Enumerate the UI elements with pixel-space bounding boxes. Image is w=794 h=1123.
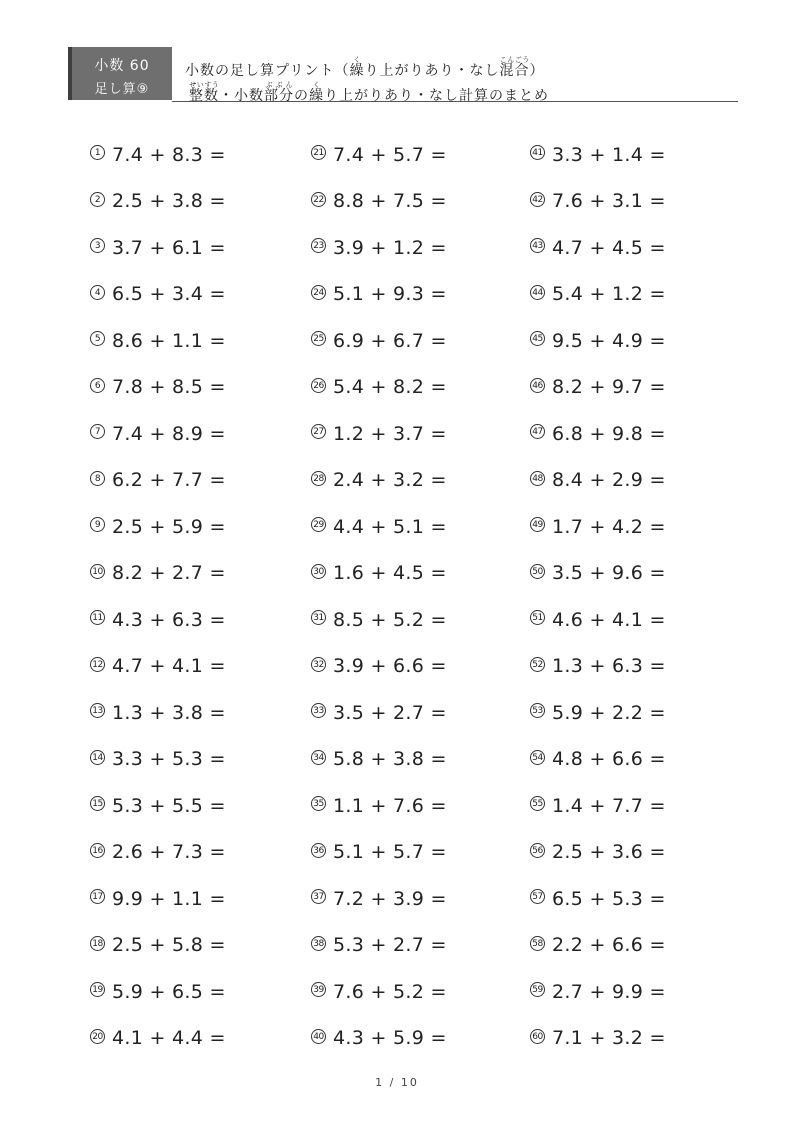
badge-series: 小数 60 — [94, 58, 150, 74]
problem-expression: 7.8 + 8.5 = — [112, 376, 226, 398]
problem-number: 47 — [530, 424, 545, 439]
problem-item — [311, 139, 447, 169]
problem-number: 5 — [90, 331, 105, 346]
problem-number: 44 — [530, 285, 545, 300]
problem-number: 22 — [311, 192, 326, 207]
problem-item — [90, 372, 226, 402]
problem-expression: 4.6 + 4.1 = — [552, 608, 666, 631]
problem-item — [530, 139, 666, 169]
problem-expression: 7.1 + 3.2 = — [552, 1027, 666, 1049]
problem-expression: 7.4 + 8.9 = — [112, 422, 226, 445]
problem-number: 46 — [530, 378, 545, 393]
problem-expression: 4.1 + 4.4 = — [112, 1027, 226, 1049]
title-text-middle: り上がりあり・なし — [364, 63, 500, 79]
problem-item — [311, 837, 447, 867]
problem-expression: 8.8 + 7.5 = — [333, 190, 447, 212]
problem-number: 51 — [530, 610, 545, 625]
problem-expression: 9.5 + 4.9 = — [552, 329, 666, 352]
problem-number: 18 — [90, 936, 105, 951]
problem-number: 50 — [530, 564, 545, 579]
problem-number: 42 — [530, 192, 545, 207]
problem-expression: 2.5 + 3.6 = — [552, 841, 666, 863]
problem-expression: 5.1 + 9.3 = — [333, 283, 447, 305]
problem-expression: 3.5 + 2.7 = — [333, 701, 447, 724]
problem-expression: 6.2 + 7.7 = — [112, 469, 226, 491]
problem-expression: 2.2 + 6.6 = — [552, 934, 666, 956]
problem-number: 9 — [90, 517, 105, 532]
problem-item — [90, 604, 226, 634]
problem-number: 57 — [530, 889, 545, 904]
problem-item — [311, 186, 447, 216]
problem-number: 30 — [311, 564, 326, 579]
problem-item — [530, 604, 666, 634]
problem-expression: 8.4 + 2.9 = — [552, 469, 666, 491]
problem-item — [530, 930, 666, 960]
title-kongo-reading: こんごう — [499, 56, 530, 64]
problem-expression: 4.3 + 6.3 = — [112, 608, 226, 631]
subtitle-kuri-kanji: 繰 — [309, 88, 324, 104]
title-kuri-kanji: 繰 — [349, 63, 365, 79]
problem-number: 60 — [530, 1029, 545, 1044]
problem-item — [90, 418, 226, 448]
problem-expression: 1.3 + 3.8 = — [112, 701, 226, 724]
problem-number: 59 — [530, 982, 545, 997]
problem-item — [530, 325, 666, 355]
problem-item — [90, 1023, 226, 1053]
problem-number: 1 — [90, 145, 105, 160]
problem-item — [530, 837, 666, 867]
problem-item — [311, 930, 447, 960]
problem-number: 49 — [530, 517, 545, 532]
subtitle-seisu-reading: せいすう — [189, 81, 219, 89]
problem-number: 45 — [530, 331, 545, 346]
problem-number: 54 — [530, 750, 545, 765]
problem-item — [90, 186, 226, 216]
problem-number: 25 — [311, 331, 326, 346]
problem-number: 40 — [311, 1029, 326, 1044]
problem-item — [311, 604, 447, 634]
problem-expression: 3.5 + 9.6 = — [552, 562, 666, 584]
problem-item — [530, 976, 666, 1006]
problem-item — [530, 418, 666, 448]
problem-expression: 6.5 + 5.3 = — [552, 887, 666, 910]
problem-expression: 2.4 + 3.2 = — [333, 469, 447, 491]
subtitle-text-mid2: の — [294, 88, 309, 104]
problem-expression: 3.7 + 6.1 = — [112, 236, 226, 259]
problem-number: 34 — [311, 750, 326, 765]
problem-item — [530, 372, 666, 402]
problem-expression: 7.2 + 3.9 = — [333, 887, 447, 910]
problem-item — [530, 465, 666, 495]
problem-number: 31 — [311, 610, 326, 625]
problem-number: 43 — [530, 238, 545, 253]
subtitle-bubun-reading: ぶぶん — [264, 81, 294, 89]
problem-expression: 5.1 + 5.7 = — [333, 841, 447, 863]
problem-expression: 7.6 + 3.1 = — [552, 190, 666, 212]
problem-item — [90, 232, 226, 262]
problem-number: 33 — [311, 703, 326, 718]
problem-item — [530, 232, 666, 262]
problem-expression: 4.3 + 5.9 = — [333, 1027, 447, 1049]
problem-number: 27 — [311, 424, 326, 439]
problem-item — [311, 465, 447, 495]
problem-expression: 9.9 + 1.1 = — [112, 887, 226, 910]
problem-expression: 2.6 + 7.3 = — [112, 841, 226, 863]
problem-number: 39 — [311, 982, 326, 997]
problem-expression: 1.3 + 6.3 = — [552, 655, 666, 677]
problem-expression: 5.9 + 2.2 = — [552, 701, 666, 724]
problem-item — [90, 325, 226, 355]
problem-number: 35 — [311, 796, 326, 811]
problem-item — [530, 558, 666, 588]
problem-expression: 3.3 + 5.3 = — [112, 748, 226, 770]
problem-number: 2 — [90, 192, 105, 207]
problem-number: 28 — [311, 471, 326, 486]
problem-number: 19 — [90, 982, 105, 997]
problem-number: 21 — [311, 145, 326, 160]
problem-number: 10 — [90, 564, 105, 579]
problem-expression: 4.7 + 4.1 = — [112, 655, 226, 677]
problem-item — [530, 279, 666, 309]
problem-item — [90, 697, 226, 727]
problem-item — [90, 139, 226, 169]
problem-expression: 1.2 + 3.7 = — [333, 422, 447, 445]
subtitle-text-mid1: ・小数 — [219, 88, 264, 104]
problem-item — [311, 697, 447, 727]
problem-expression: 8.6 + 1.1 = — [112, 329, 226, 352]
problem-number: 36 — [311, 843, 326, 858]
problem-expression: 8.5 + 5.2 = — [333, 608, 447, 631]
problem-number: 20 — [90, 1029, 105, 1044]
problem-number: 23 — [311, 238, 326, 253]
problem-number: 24 — [311, 285, 326, 300]
problem-expression: 6.9 + 6.7 = — [333, 329, 447, 352]
problem-expression: 1.4 + 7.7 = — [552, 794, 666, 817]
title-kongo-kanji: 混合 — [499, 63, 530, 79]
problem-item — [90, 837, 226, 867]
subtitle-text-after: り上がりあり・なし計算のまとめ — [324, 88, 549, 104]
problem-item — [530, 651, 666, 681]
page-number: 1 / 10 — [375, 1076, 419, 1089]
title-kuri-reading: く — [349, 56, 365, 64]
problem-expression: 2.5 + 5.8 = — [112, 934, 226, 956]
problem-expression: 7.4 + 5.7 = — [333, 143, 447, 166]
problem-expression: 5.3 + 2.7 = — [333, 934, 447, 956]
problem-item — [90, 744, 226, 774]
problem-item — [311, 372, 447, 402]
badge-unit: 足し算⑨ — [94, 82, 150, 97]
problem-item — [90, 465, 226, 495]
problem-expression: 3.9 + 1.2 = — [333, 236, 447, 259]
problem-item — [311, 232, 447, 262]
problem-number: 37 — [311, 889, 326, 904]
problem-expression: 7.4 + 8.3 = — [112, 143, 226, 166]
subtitle-kuri-reading: く — [309, 81, 324, 89]
problem-expression: 6.5 + 3.4 = — [112, 283, 226, 305]
problem-expression: 3.3 + 1.4 = — [552, 143, 666, 166]
problem-item — [530, 1023, 666, 1053]
problem-expression: 2.5 + 3.8 = — [112, 190, 226, 212]
problem-number: 32 — [311, 657, 326, 672]
subtitle-bubun-kanji: 部分 — [264, 88, 294, 104]
problem-item — [90, 511, 226, 541]
problem-expression: 5.3 + 5.5 = — [112, 794, 226, 817]
problem-item — [90, 651, 226, 681]
problem-item — [90, 279, 226, 309]
problem-item — [530, 790, 666, 820]
problem-number: 56 — [530, 843, 545, 858]
problem-expression: 4.4 + 5.1 = — [333, 515, 447, 538]
problem-item — [530, 186, 666, 216]
problem-expression: 8.2 + 2.7 = — [112, 562, 226, 584]
problem-item — [311, 651, 447, 681]
problem-expression: 5.8 + 3.8 = — [333, 748, 447, 770]
problem-number: 13 — [90, 703, 105, 718]
problem-item — [90, 976, 226, 1006]
problem-expression: 5.4 + 1.2 = — [552, 283, 666, 305]
problem-number: 55 — [530, 796, 545, 811]
problem-item — [90, 558, 226, 588]
title-text-before: 小数の足し算プリント（ — [185, 63, 350, 79]
problem-item — [530, 883, 666, 913]
problem-number: 58 — [530, 936, 545, 951]
problem-number: 38 — [311, 936, 326, 951]
problem-item — [311, 883, 447, 913]
problem-number: 29 — [311, 517, 326, 532]
problem-expression: 8.2 + 9.7 = — [552, 376, 666, 398]
problem-item — [311, 976, 447, 1006]
problem-item — [311, 325, 447, 355]
problem-number: 6 — [90, 378, 105, 393]
problem-expression: 2.7 + 9.9 = — [552, 980, 666, 1003]
problem-number: 41 — [530, 145, 545, 160]
problem-number: 14 — [90, 750, 105, 765]
subtitle-seisu-kanji: 整数 — [189, 88, 219, 104]
problem-number: 4 — [90, 285, 105, 300]
problem-expression: 2.5 + 5.9 = — [112, 515, 226, 538]
problem-item — [311, 790, 447, 820]
problem-expression: 1.6 + 4.5 = — [333, 562, 447, 584]
problem-item — [90, 930, 226, 960]
problem-number: 52 — [530, 657, 545, 672]
problem-expression: 1.1 + 7.6 = — [333, 794, 447, 817]
problem-item — [530, 697, 666, 727]
problem-item — [311, 744, 447, 774]
problem-item — [311, 511, 447, 541]
problem-item — [311, 558, 447, 588]
problem-item — [311, 418, 447, 448]
problem-expression: 3.9 + 6.6 = — [333, 655, 447, 677]
problem-item — [90, 790, 226, 820]
problem-item — [311, 1023, 447, 1053]
problem-item — [530, 744, 666, 774]
problem-expression: 1.7 + 4.2 = — [552, 515, 666, 538]
problem-number: 8 — [90, 471, 105, 486]
problem-number: 53 — [530, 703, 545, 718]
problem-item — [311, 279, 447, 309]
problem-expression: 7.6 + 5.2 = — [333, 980, 447, 1003]
problem-number: 11 — [90, 610, 105, 625]
problem-expression: 5.4 + 8.2 = — [333, 376, 447, 398]
problem-expression: 4.7 + 4.5 = — [552, 236, 666, 259]
problem-expression: 5.9 + 6.5 = — [112, 980, 226, 1003]
problem-item — [530, 511, 666, 541]
problem-number: 15 — [90, 796, 105, 811]
problem-number: 48 — [530, 471, 545, 486]
problem-expression: 6.8 + 9.8 = — [552, 422, 666, 445]
problem-item — [90, 883, 226, 913]
problem-number: 16 — [90, 843, 105, 858]
problem-number: 7 — [90, 424, 105, 439]
problem-number: 26 — [311, 378, 326, 393]
problem-number: 17 — [90, 889, 105, 904]
problem-expression: 4.8 + 6.6 = — [552, 748, 666, 770]
problem-number: 3 — [90, 238, 105, 253]
title-text-after: ） — [529, 63, 545, 79]
problem-number: 12 — [90, 657, 105, 672]
